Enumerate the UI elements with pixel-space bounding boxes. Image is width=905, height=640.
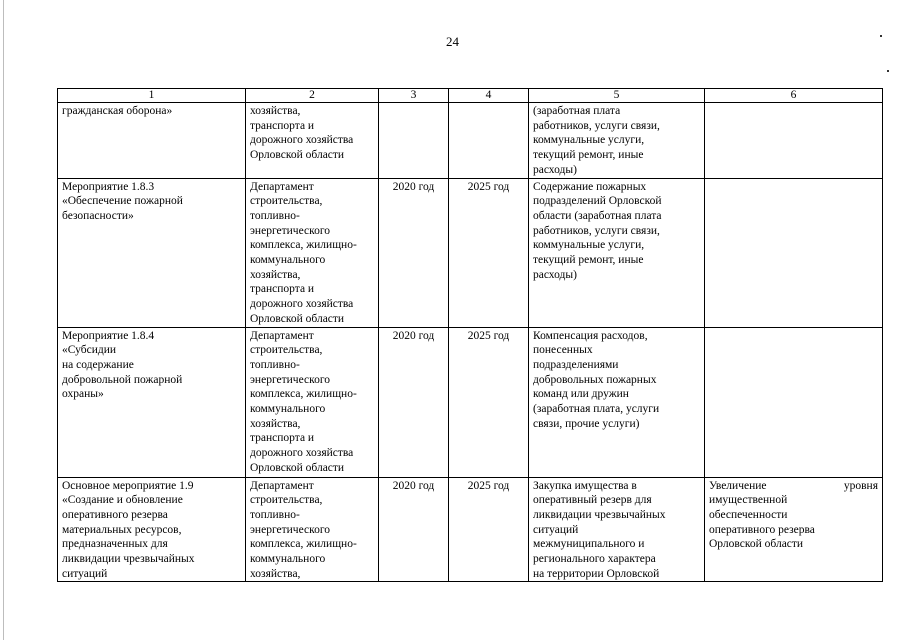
cell-line: Мероприятие 1.8.3 (62, 180, 155, 193)
cell-line: гражданская оборона» (62, 105, 173, 117)
cell-line: строительства, (250, 494, 323, 507)
description-cell (529, 477, 705, 582)
cell-line: обеспеченности (709, 508, 788, 521)
start-year-cell: 2020 год (379, 327, 449, 477)
cell-line: ликвидации чрезвычайных (533, 508, 666, 521)
cell-line: материальных ресурсов, (62, 523, 182, 536)
cell-line: расходы) (533, 268, 577, 281)
scan-speck (887, 70, 889, 72)
cell-line: связи, прочие услуги) (533, 417, 640, 430)
cell-line: текущий ремонт, иные (533, 254, 644, 267)
executor-cell (246, 178, 379, 327)
cell-line: имущественной (709, 494, 788, 507)
activities-table (57, 88, 883, 582)
start-year-cell: 2020 год (379, 178, 449, 327)
cell-line: дорожного хозяйства (250, 134, 354, 147)
executor-cell (246, 103, 379, 179)
end-year-cell (449, 103, 529, 179)
description-cell (529, 327, 705, 477)
table-row (58, 327, 883, 477)
cell-line: Увеличение уровня (709, 479, 878, 492)
cell-line: Компенсация расходов, (533, 329, 648, 342)
end-year-cell: 2025 год (449, 178, 529, 327)
cell-line: Основное мероприятие 1.9 (62, 479, 194, 492)
cell-line: комплекса, жилищно- (250, 538, 357, 551)
end-year-cell: 2025 год (449, 477, 529, 582)
cell-line: транспорта и (250, 119, 315, 132)
cell-line: энергетического (250, 373, 331, 386)
description-cell (529, 103, 705, 179)
column-header: 5 (529, 89, 705, 103)
cell-line: команд или дружин (533, 388, 629, 401)
cell-line: коммунальные услуги, (533, 134, 645, 147)
cell-line: ситуаций (62, 567, 108, 580)
cell-line: энергетического (250, 224, 331, 237)
cell-line: «Создание и обновление (62, 494, 183, 507)
cell-line: (заработная плата (533, 105, 621, 117)
cell-line: Департамент (250, 329, 314, 342)
result-cell (705, 178, 883, 327)
header-row (58, 89, 883, 103)
cell-line: топливно- (250, 209, 300, 222)
cell-line: Орловской области (250, 149, 345, 162)
cell-line: коммунальные услуги, (533, 239, 645, 252)
cell-line: хозяйства, (250, 105, 301, 117)
result-cell (705, 327, 883, 477)
cell-line: добровольных пожарных (533, 373, 657, 386)
cell-line: Содержание пожарных (533, 180, 647, 193)
cell-line: энергетического (250, 523, 331, 536)
column-header: 3 (379, 89, 449, 103)
cell-line: охраны» (62, 388, 104, 401)
cell-line: регионального характера (533, 553, 656, 566)
cell-line: дорожного хозяйства (250, 447, 354, 460)
activity-name-cell (58, 327, 246, 477)
cell-line: на территории Орловской (533, 567, 660, 580)
cell-line: ситуаций (533, 523, 579, 536)
column-header: 1 (58, 89, 246, 103)
executor-cell (246, 477, 379, 582)
cell-line: Департамент (250, 479, 314, 492)
cell-line: хозяйства, (250, 268, 301, 281)
page-number: 24 (446, 34, 459, 49)
cell-line: добровольной пожарной (62, 373, 183, 386)
activity-name-cell (58, 103, 246, 179)
start-year-cell: 2020 год (379, 477, 449, 582)
cell-line: подразделений Орловской (533, 195, 662, 208)
cell-line: подразделениями (533, 358, 619, 371)
cell-line: Мероприятие 1.8.4 (62, 329, 155, 342)
cell-line: «Обеспечение пожарной (62, 195, 183, 208)
cell-line: Закупка имущества в (533, 479, 637, 492)
cell-line: работников, услуги связи, (533, 224, 660, 237)
cell-line: Орловской области (250, 461, 345, 474)
cell-line: коммунального (250, 553, 326, 566)
start-year-cell (379, 103, 449, 179)
cell-line: транспорта и (250, 432, 315, 445)
column-header: 2 (246, 89, 379, 103)
table-row (58, 178, 883, 327)
cell-line: Орловской области (709, 538, 804, 551)
cell-line: дорожного хозяйства (250, 298, 354, 311)
result-cell (705, 477, 883, 582)
cell-line: (заработная плата, услуги (533, 403, 660, 416)
activity-name-cell (58, 178, 246, 327)
cell-line: расходы) (533, 163, 577, 176)
cell-line: оперативного резерва (62, 508, 168, 521)
cell-line: коммунального (250, 254, 326, 267)
cell-line: Орловской области (250, 312, 345, 325)
cell-line: ликвидации чрезвычайных (62, 553, 195, 566)
cell-line: предназначенных для (62, 538, 168, 551)
cell-line: комплекса, жилищно- (250, 388, 357, 401)
cell-line: работников, услуги связи, (533, 119, 660, 132)
activity-name-cell (58, 477, 246, 582)
cell-line: оперативного резерва (709, 523, 815, 536)
scan-left-edge (3, 0, 4, 640)
result-cell (705, 103, 883, 179)
cell-line: коммунального (250, 403, 326, 416)
cell-line: строительства, (250, 344, 323, 357)
cell-line: хозяйства, (250, 567, 301, 580)
table-row (58, 103, 883, 179)
cell-line: понесенных (533, 344, 593, 357)
cell-line: текущий ремонт, иные (533, 149, 644, 162)
cell-line: безопасности» (62, 209, 134, 222)
cell-line: топливно- (250, 358, 300, 371)
cell-line: на содержание (62, 358, 134, 371)
description-cell (529, 178, 705, 327)
executor-cell (246, 327, 379, 477)
table-row (58, 477, 883, 582)
cell-line: оперативный резерв для (533, 494, 652, 507)
cell-line: топливно- (250, 508, 300, 521)
cell-line: транспорта и (250, 283, 315, 296)
cell-line: строительства, (250, 195, 323, 208)
column-header: 4 (449, 89, 529, 103)
cell-line: области (заработная плата (533, 209, 662, 222)
cell-line: «Субсидии (62, 344, 117, 357)
cell-line: Департамент (250, 180, 314, 193)
cell-line: комплекса, жилищно- (250, 239, 357, 252)
cell-line: межмуниципального и (533, 538, 645, 551)
column-header: 6 (705, 89, 883, 103)
cell-line: хозяйства, (250, 417, 301, 430)
end-year-cell: 2025 год (449, 327, 529, 477)
